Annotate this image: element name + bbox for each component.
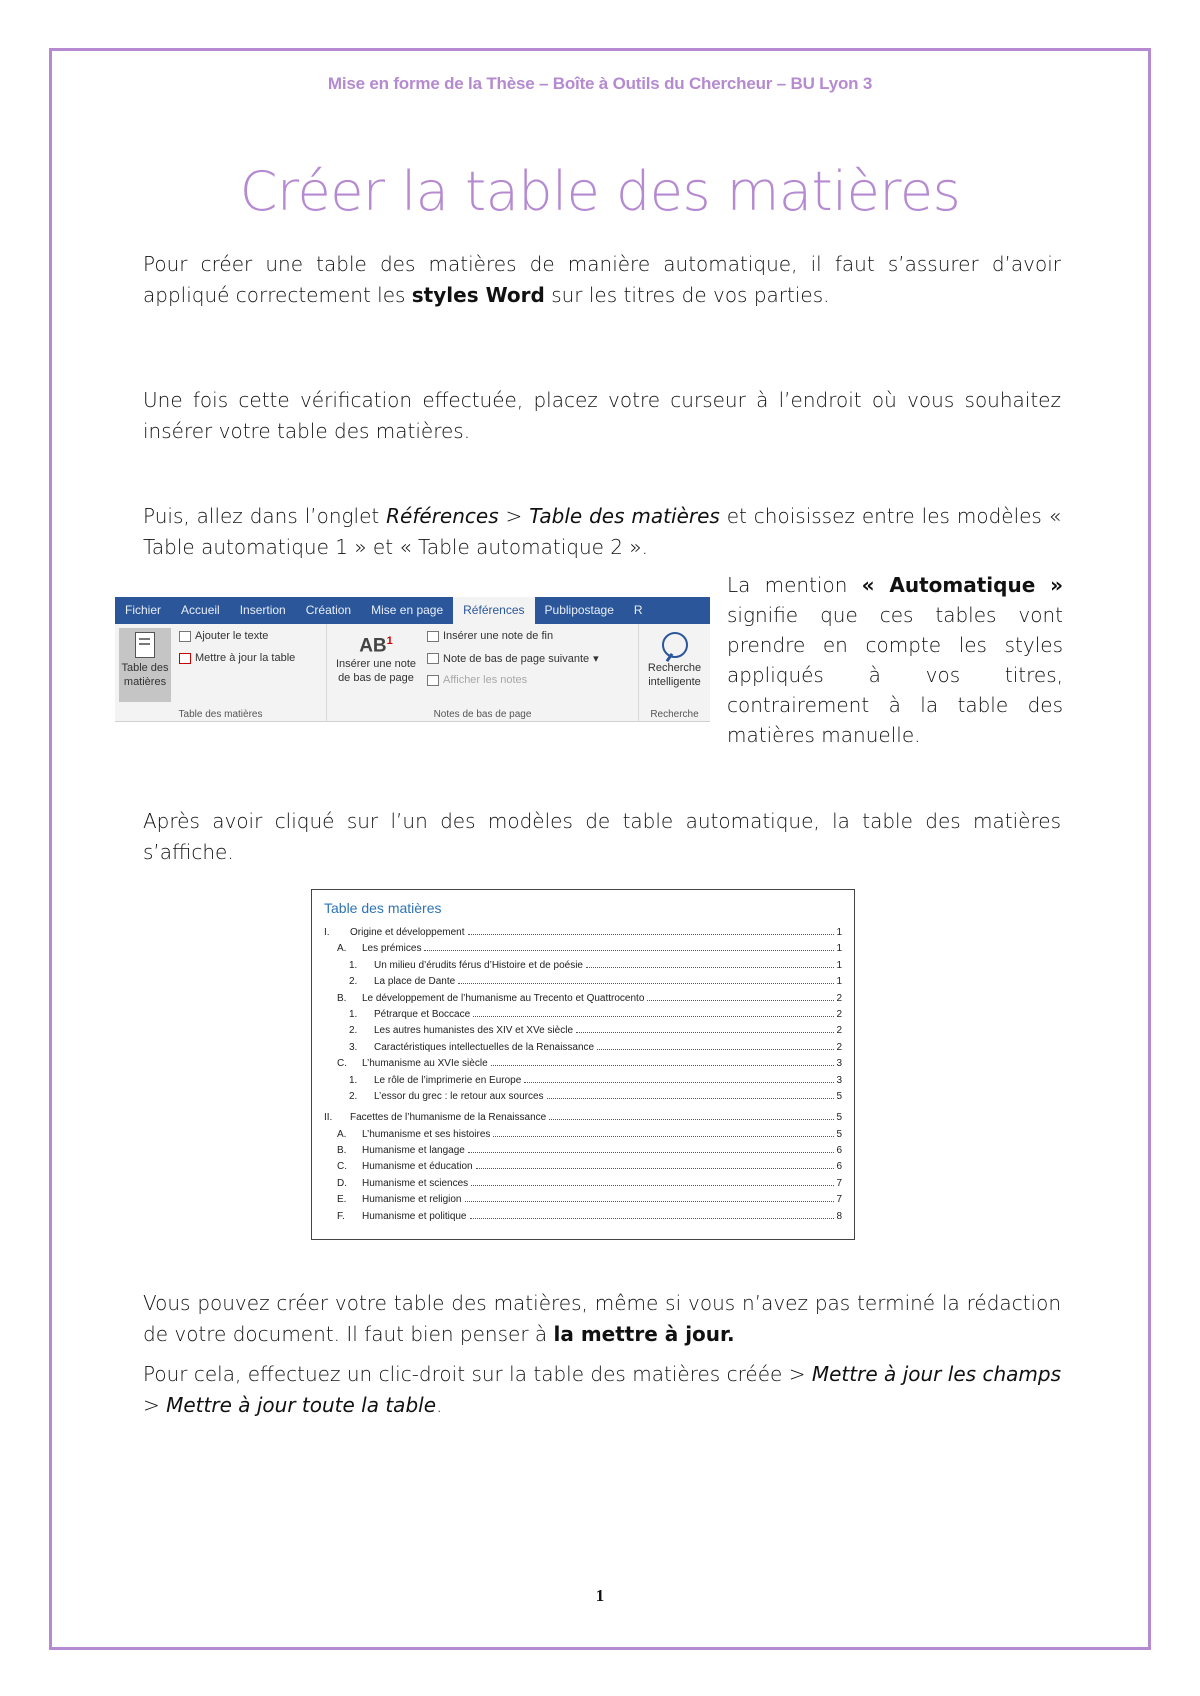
automatic-note: La mention « Automatique » signifie que ces tables vont prendre en compte les styles appliqués à vos titres, contrairement à la table des matières manuelle. bbox=[727, 573, 1064, 747]
toc-entry-number: II. bbox=[324, 1112, 333, 1124]
ribbon-tab-insertion[interactable]: Insertion bbox=[239, 603, 286, 617]
update-table-button[interactable]: Mettre à jour la table bbox=[179, 652, 295, 664]
toc-entry-label: Origine et développement bbox=[350, 927, 465, 938]
insert-footnote-button[interactable]: $AB^1$ Insérer une note de bas de page bbox=[331, 628, 421, 702]
toc-entry[interactable] bbox=[324, 991, 842, 1007]
toc-screenshot bbox=[311, 889, 855, 1240]
toc-entry-page: 2 bbox=[836, 1025, 842, 1037]
add-text-button[interactable]: Ajouter le texte bbox=[179, 630, 268, 642]
toc-entry[interactable] bbox=[324, 1192, 842, 1208]
endnote-icon bbox=[427, 631, 439, 642]
page-number: 1 bbox=[595, 1586, 605, 1605]
toc-entry-number: I. bbox=[324, 927, 330, 938]
after-click-paragraph: Après avoir cliqué sur l’un des modèles de table automatique, la table des matières s’affiche. bbox=[143, 809, 1061, 864]
toc-entry[interactable] bbox=[324, 1176, 842, 1192]
intro-paragraph: Pour créer une table des matières de manière automatique, il faut s’assurer d’avoir appliqué correctement les styles Word sur les titres de vos parties. bbox=[143, 252, 1061, 307]
toc-entry-page: 5 bbox=[836, 1128, 842, 1140]
running-header: Mise en forme de la Thèse – Boîte à Outils du Chercheur – BU Lyon 3 bbox=[327, 74, 873, 93]
toc-button[interactable]: Table des matières bbox=[119, 628, 171, 702]
toc-leader-dots bbox=[476, 1168, 835, 1169]
show-notes-icon bbox=[427, 675, 439, 686]
ribbon-tab-revision[interactable]: R bbox=[633, 603, 643, 617]
toc-entry-page: 8 bbox=[836, 1210, 842, 1222]
toc-entry-page: 1 bbox=[836, 927, 842, 938]
cursor-paragraph: Une fois cette vérification effectuée, placez votre curseur à l’endroit où vous souhaitez insérer votre table des matières. bbox=[143, 388, 1061, 443]
footnote-icon: $AB^1$ bbox=[359, 635, 393, 657]
toc-entry-number: A. bbox=[337, 1128, 347, 1140]
toc-leader-dots bbox=[597, 1049, 834, 1050]
toc-leader-dots bbox=[473, 1016, 834, 1017]
ribbon-tab-publipostage[interactable]: Publipostage bbox=[544, 603, 614, 617]
toc-leader-dots bbox=[468, 1152, 835, 1153]
ribbon-tab-fichier[interactable]: Fichier bbox=[125, 603, 162, 617]
toc-entry-page: 1 bbox=[836, 943, 842, 955]
toc-entry-page: 3 bbox=[836, 1074, 842, 1086]
toc-entry-number: 2. bbox=[349, 1090, 358, 1102]
toc-leader-dots bbox=[547, 1098, 835, 1099]
ribbon-group-label-footnotes: Notes de bas de page bbox=[433, 709, 532, 720]
toc-entry-label: Caractéristiques intellectuelles de la Renaissance bbox=[374, 1041, 595, 1053]
ribbon-tab-mise-en-page[interactable]: Mise en page bbox=[371, 603, 444, 617]
toc-leader-dots bbox=[524, 1082, 834, 1083]
toc-entry-label: Un milieu d’érudits férus d’Histoire et de poésie bbox=[374, 959, 583, 971]
search-icon bbox=[662, 632, 688, 658]
toc-entry-number: 3. bbox=[349, 1041, 358, 1053]
ribbon-body bbox=[115, 624, 710, 722]
toc-entry-page: 3 bbox=[836, 1058, 842, 1070]
toc-leader-dots bbox=[458, 983, 834, 984]
toc-entry-label: Le rôle de l’imprimerie en Europe bbox=[374, 1074, 522, 1086]
toc-entry-label: Facettes de l’humanisme de la Renaissance bbox=[350, 1112, 547, 1124]
toc-entry-label: Pétrarque et Boccace bbox=[374, 1008, 471, 1020]
toc-entry-number: 2. bbox=[349, 1025, 358, 1037]
toc-entry-label: Humanisme et éducation bbox=[362, 1161, 473, 1173]
page-title: Créer la table des matières bbox=[239, 160, 961, 223]
ribbon-group-research bbox=[639, 624, 710, 722]
toc-entry-page: 1 bbox=[836, 959, 842, 971]
toc-leader-dots bbox=[471, 1185, 834, 1186]
ribbon-tab-bar bbox=[115, 597, 710, 624]
toc-entry[interactable] bbox=[324, 1159, 842, 1175]
ribbon-tab-creation[interactable]: Création bbox=[305, 603, 352, 617]
toc-entry-page: 6 bbox=[836, 1145, 842, 1157]
show-notes-button[interactable]: Afficher les notes bbox=[427, 674, 527, 686]
toc-entry[interactable] bbox=[324, 1073, 842, 1089]
ribbon-group-label-toc: Table des matières bbox=[178, 709, 263, 720]
toc-entry-number: 1. bbox=[349, 1074, 358, 1086]
toc-entry-number: 2. bbox=[349, 976, 358, 988]
toc-list bbox=[324, 925, 842, 1225]
references-paragraph: Puis, allez dans l’onglet Références > Table des matières et choisissez entre les modèles « Table automatique 1 » et « Table automatique 2 ». bbox=[143, 504, 1061, 559]
toc-leader-dots bbox=[647, 1000, 834, 1001]
toc-entry-number: B. bbox=[337, 992, 347, 1004]
next-footnote-icon bbox=[427, 653, 439, 664]
toc-entry-label: Les prémices bbox=[362, 943, 422, 955]
ribbon-tab-references[interactable]: Références bbox=[453, 597, 534, 624]
toc-entry-page: 7 bbox=[836, 1194, 842, 1206]
toc-entry-label: Le développement de l’humanisme au Trecento et Quattrocento bbox=[362, 992, 645, 1004]
toc-entry[interactable] bbox=[324, 974, 842, 990]
toc-leader-dots bbox=[493, 1136, 834, 1137]
toc-entry-number: 1. bbox=[349, 959, 358, 971]
toc-entry[interactable] bbox=[324, 925, 842, 941]
toc-entry-page: 1 bbox=[836, 976, 842, 988]
toc-entry-label: La place de Dante bbox=[374, 976, 456, 988]
toc-leader-dots bbox=[576, 1032, 834, 1033]
toc-leader-dots bbox=[586, 967, 834, 968]
toc-entry-number: F. bbox=[337, 1210, 345, 1222]
table-of-contents-icon bbox=[135, 632, 155, 658]
toc-leader-dots bbox=[470, 1218, 835, 1219]
toc-entry-label: Les autres humanistes des XIV et XVe siècle bbox=[374, 1025, 573, 1037]
toc-entry-label: Humanisme et religion bbox=[362, 1194, 462, 1206]
toc-entry-page: 5 bbox=[836, 1112, 842, 1124]
toc-entry[interactable] bbox=[324, 941, 842, 957]
toc-entry[interactable] bbox=[324, 1209, 842, 1225]
toc-entry-label: Humanisme et sciences bbox=[362, 1177, 469, 1189]
toc-entry-number: E. bbox=[337, 1194, 347, 1206]
toc-entry-label: Humanisme et politique bbox=[362, 1210, 467, 1222]
ribbon-group-footnotes bbox=[327, 624, 639, 722]
toc-entry-page: 6 bbox=[836, 1161, 842, 1173]
toc-entry-page: 2 bbox=[836, 1008, 842, 1020]
update-icon bbox=[179, 653, 191, 664]
toc-entry[interactable] bbox=[324, 1056, 842, 1072]
toc-entry-number: C. bbox=[337, 1161, 347, 1173]
toc-entry-number: 1. bbox=[349, 1008, 358, 1020]
update-paragraph: Vous pouvez créer votre table des matières, même si vous n’avez pas terminé la rédaction de votre document. Il faut bien penser à la mettre à jour. bbox=[143, 1291, 1061, 1346]
ribbon-group-toc bbox=[115, 624, 327, 722]
toc-entry-number: A. bbox=[337, 943, 347, 955]
toc-leader-dots bbox=[424, 950, 834, 951]
toc-title: Table des matières bbox=[324, 900, 442, 916]
toc-entry[interactable] bbox=[324, 1089, 842, 1105]
toc-entry[interactable] bbox=[324, 1007, 842, 1023]
toc-entry-label: L’humanisme au XVIe siècle bbox=[362, 1058, 488, 1070]
toc-entry-page: 2 bbox=[836, 1041, 842, 1053]
chevron-down-icon: ▾ bbox=[593, 653, 599, 665]
toc-entry[interactable] bbox=[324, 1023, 842, 1039]
toc-entry-page: 2 bbox=[836, 992, 842, 1004]
toc-entry[interactable] bbox=[324, 958, 842, 974]
toc-entry[interactable] bbox=[324, 1040, 842, 1056]
smart-lookup-button[interactable]: Recherche intelligente bbox=[641, 628, 708, 702]
toc-entry-label: L’humanisme et ses histoires bbox=[362, 1128, 491, 1140]
toc-leader-dots bbox=[491, 1065, 835, 1066]
toc-entry-number: C. bbox=[337, 1058, 347, 1070]
toc-entry[interactable] bbox=[324, 1143, 842, 1159]
ribbon-group-label-research: Recherche bbox=[650, 709, 699, 720]
word-ribbon-screenshot bbox=[115, 597, 710, 722]
toc-entry[interactable] bbox=[324, 1110, 842, 1126]
toc-leader-dots bbox=[549, 1119, 834, 1120]
toc-entry-label: Humanisme et langage bbox=[362, 1145, 465, 1157]
howto-paragraph: Pour cela, effectuez un clic-droit sur la table des matières créée > Mettre à jour les champs > Mettre à jour toute la table. bbox=[143, 1362, 1061, 1417]
toc-entry[interactable] bbox=[324, 1127, 842, 1143]
toc-entry-page: 7 bbox=[836, 1177, 842, 1189]
insert-endnote-button[interactable]: Insérer une note de fin bbox=[427, 630, 553, 642]
toc-entry-number: D. bbox=[337, 1177, 347, 1189]
add-text-icon bbox=[179, 631, 191, 642]
toc-entry-number: B. bbox=[337, 1145, 347, 1157]
next-footnote-button[interactable]: Note de bas de page suivante ▾ bbox=[427, 652, 599, 665]
toc-entry-page: 5 bbox=[836, 1090, 842, 1102]
toc-entry-label: L’essor du grec : le retour aux sources bbox=[374, 1090, 544, 1102]
ribbon-tab-accueil[interactable]: Accueil bbox=[181, 603, 220, 617]
toc-leader-dots bbox=[465, 1201, 835, 1202]
toc-leader-dots bbox=[468, 934, 835, 935]
